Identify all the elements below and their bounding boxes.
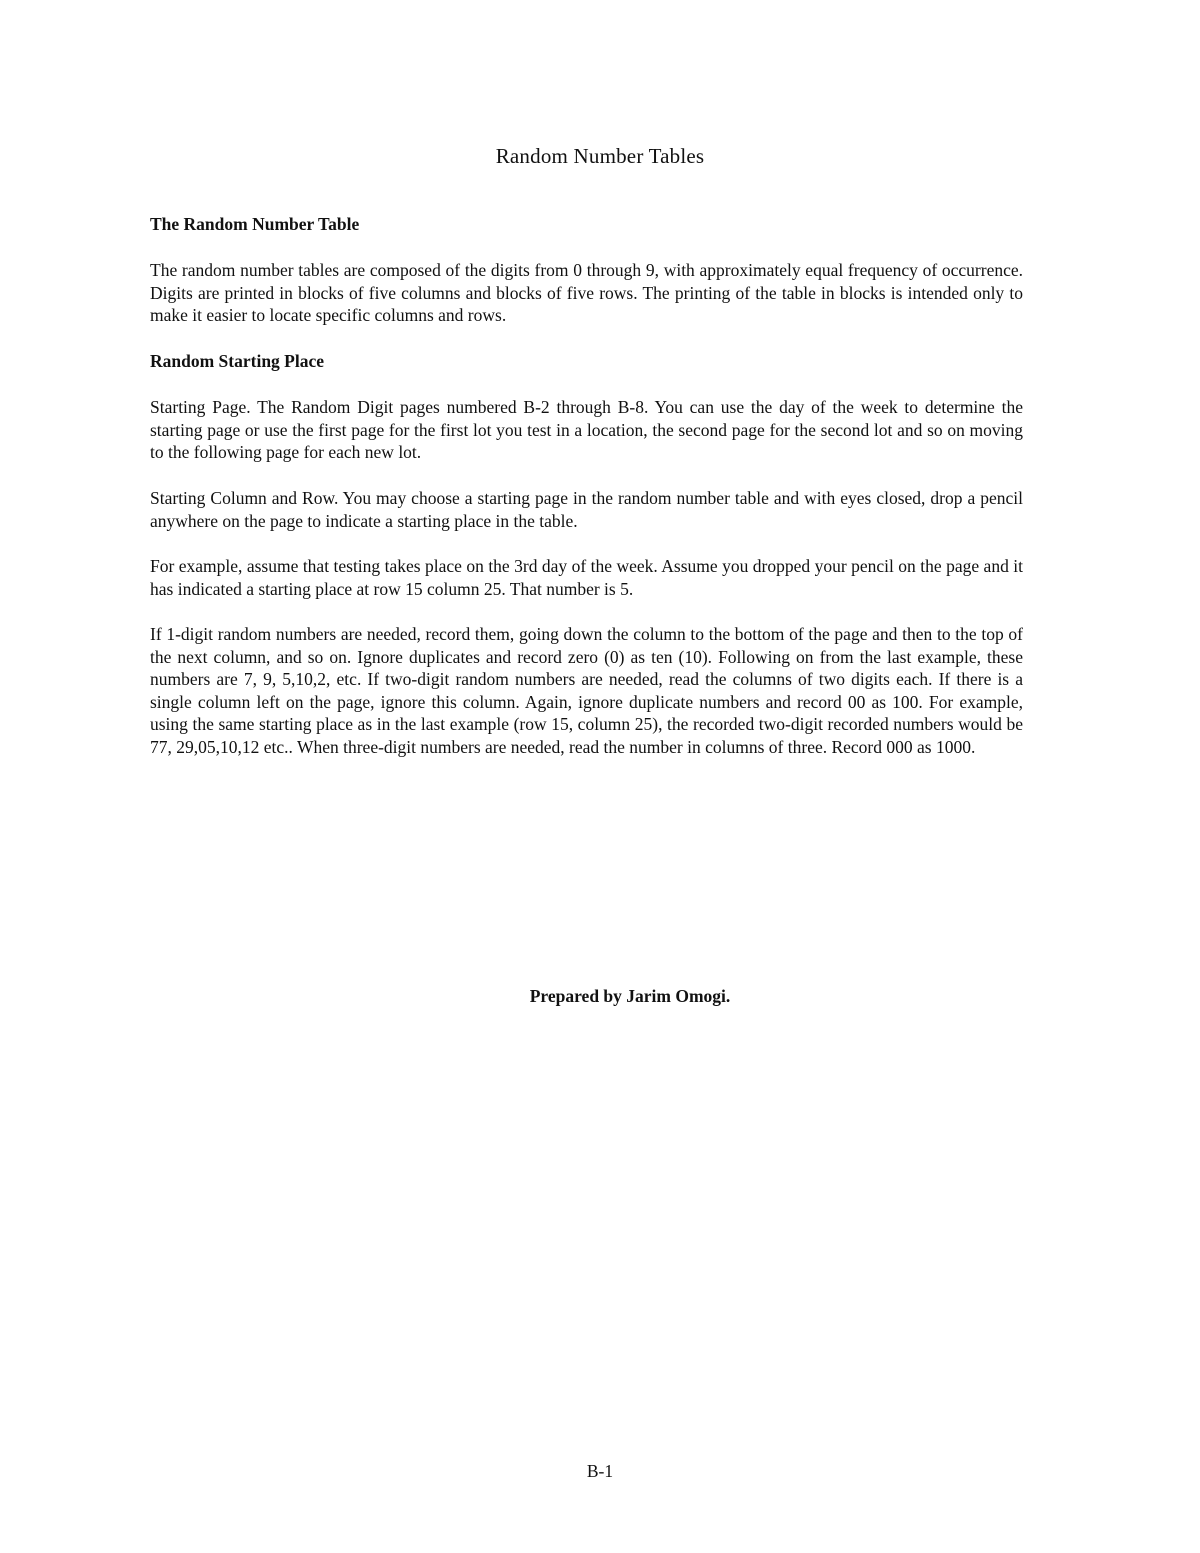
paragraph-starting-page: Starting Page. The Random Digit pages numbered B-2 through B-8. You can use the day of the week to determine the starting page or use the first page for the first lot you test in a location, the second page for the second lot and so on moving to the following page for each new lot. [150, 397, 1023, 463]
prepared-by-line: Prepared by Jarim Omogi. [529, 986, 731, 1006]
paragraph-digit-recording: If 1-digit random numbers are needed, record them, going down the column to the bottom of the page and then to the top of the next column, and so on. Ignore duplicates and record zero (0) as ten (10). Following on from the last example, these numbers are 7, 9, 5,10,2, etc. If two-digit random numbers are needed, read the columns of two digits each. If there is a single column left on the page, ignore this column. Again, ignore duplicate numbers and record 00 as 100. For example, using the same starting place as in the last example (row 15, column 25), the recorded two-digit recorded numbers would be 77, 29,05,10,12 etc.. When three-digit numbers are needed, read the number in columns of three. Record 000 as 1000. [150, 624, 1023, 757]
paragraph-example: For example, assume that testing takes place on the 3rd day of the week. Assume you dropped your pencil on the page and it has indicated a starting place at row 15 column 25. That number is 5. [150, 556, 1023, 599]
section-heading-random-number-table: The Random Number Table [150, 214, 360, 234]
document-title: Random Number Tables [495, 144, 705, 168]
paragraph-starting-column-row: Starting Column and Row. You may choose a starting page in the random number table and with eyes closed, drop a pencil anywhere on the page to indicate a starting place in the table. [150, 488, 1023, 531]
paragraph-table-description: The random number tables are composed of the digits from 0 through 9, with approximately equal frequency of occurrence. Digits are printed in blocks of five columns and blocks of five rows. The printing of the table in blocks is intended only to make it easier to locate specific columns and rows. [150, 260, 1023, 326]
section-heading-random-starting-place: Random Starting Place [150, 351, 325, 371]
page-number: B-1 [586, 1461, 614, 1481]
